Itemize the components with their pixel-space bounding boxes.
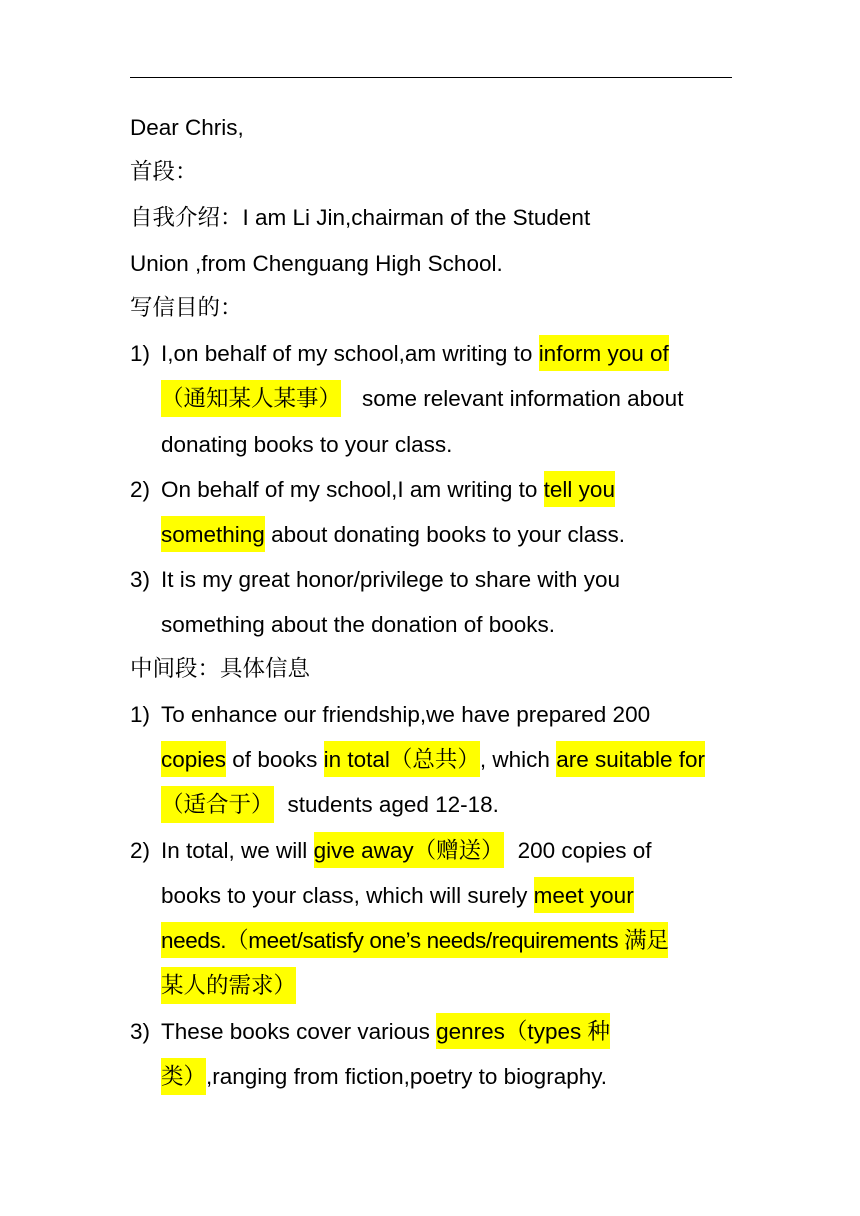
text: On behalf of my school,I am writing to [161, 477, 544, 502]
purpose-item-2 [130, 467, 735, 557]
text: In total, we will [161, 838, 314, 863]
detail-item-3 [130, 1009, 735, 1100]
self-intro-text-1: I am Li Jin,chairman of the Student [242, 205, 591, 230]
text: of books [226, 747, 324, 772]
self-intro-line-1 [130, 195, 735, 241]
text: donating books to your class. [161, 432, 453, 457]
greeting: Dear Chris, [130, 115, 244, 140]
highlight: meet your [534, 877, 634, 913]
text: ,ranging from fiction,poetry to biography. [206, 1064, 608, 1089]
detail-item-2 [130, 828, 735, 1009]
purpose-item-3 [130, 557, 735, 647]
highlight: genres（types 种 [436, 1013, 610, 1049]
list-number: 2) [130, 838, 151, 863]
text: These books cover various [161, 1019, 437, 1044]
self-intro-label: 自我介绍： [130, 205, 243, 231]
highlight: （适合于） [161, 786, 274, 823]
first-section-heading: 首段： [130, 159, 198, 185]
text: 200 copies of [517, 838, 652, 863]
purpose-item-1 [130, 331, 735, 467]
highlight: in total（总共） [324, 741, 480, 777]
detail-item-1 [130, 692, 735, 828]
highlight: something [161, 516, 265, 552]
text: I,on behalf of my school,am writing to [161, 341, 539, 366]
text: students aged 12-18. [287, 792, 499, 817]
highlight: give away（赠送） [314, 832, 504, 868]
text: something about the donation of books. [161, 612, 556, 637]
text: about donating books to your class. [264, 522, 626, 547]
letter-body [130, 105, 735, 1100]
list-number: 3) [130, 567, 151, 592]
self-intro-line-2: Union ,from Chenguang High School. [130, 251, 503, 276]
highlight: 某人的需求） [161, 967, 296, 1004]
highlight: 类） [161, 1058, 206, 1095]
text: books to your class, which will surely [161, 883, 534, 908]
text: To enhance our friendship,we have prepared 200 [161, 702, 651, 727]
list-number: 3) [130, 1019, 151, 1044]
list-number: 1) [130, 702, 151, 727]
highlight: copies [161, 741, 226, 777]
middle-section-heading: 中间段：具体信息 [130, 656, 311, 682]
list-number: 1) [130, 341, 151, 366]
highlight: （通知某人某事） [161, 380, 341, 417]
header-rule [130, 77, 732, 78]
highlight: needs.（meet/satisfy one’s needs/requirements 满足 [161, 922, 668, 958]
list-number: 2) [130, 477, 151, 502]
text: It is my great honor/privilege to share with you [161, 567, 620, 592]
highlight: are suitable for [556, 741, 705, 777]
highlight: tell you [544, 471, 615, 507]
text: some relevant information about [362, 386, 684, 411]
purpose-heading: 写信目的： [130, 295, 243, 321]
highlight: inform you of [539, 335, 669, 371]
text: , which [479, 747, 557, 772]
